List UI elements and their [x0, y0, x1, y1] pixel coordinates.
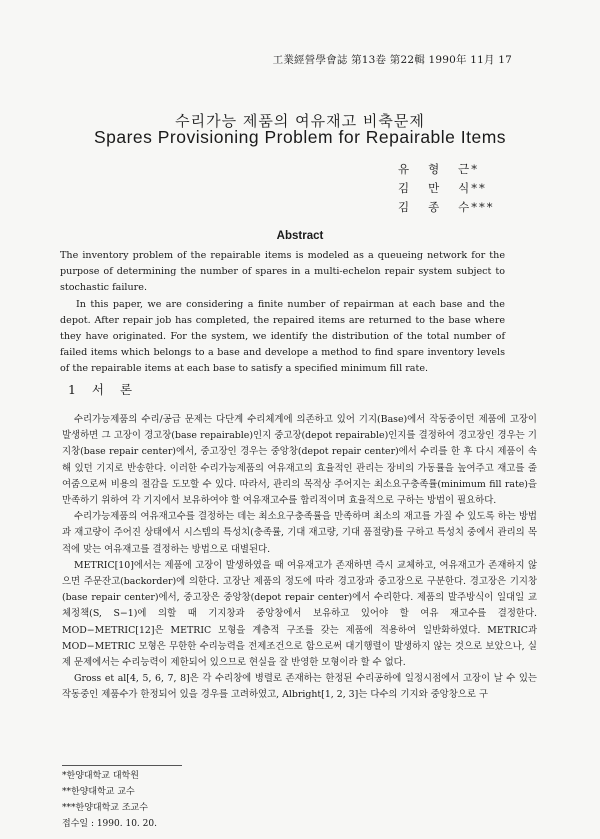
title-english: Spares Provisioning Problem for Repairable Items — [93, 127, 507, 147]
title-korean: 수리가능 제품의 여유재고 비축문제 — [175, 112, 425, 130]
footnote-1: *한양대학교 대학원 — [62, 771, 139, 781]
body-paragraph-3: METRIC[10]에서는 제품에 고장이 발생하였을 때 여유재고가 존재하면 즉시 교체하고, 여유재고가 존재하지 않으면 주문잔고(backorder)에 의한다. 고장난 제품의 정도에 따라 경고장과 중고장으로 구분한다. 경고장은 기지창(base repair center)에서, 중고장은 중앙창(depot repair center)에서 수리한다. 제품의 발주방식이 일대일 교체정책(S, S−1)에 의할 때 기지창과 중앙창에서 보유하고 있어야 할 여유 재고수를 결정한다. MOD−METRIC[12]은 METRIC 모형을 계층적 구조를 갖는 제품에 적용하여 일반화하였다. METRIC과 MOD−METRIC 모형은 무한한 수리능력을 전제조건으로 함으로써 대기행렬이 발생하지 않는 것으로 보았으나, 실제 문제에서는 수리능력이 제한되어 있으므로 현실을 잘 반영한 모형이라 할 수 없다. — [62, 559, 537, 669]
body-paragraph-2: 수리가능제품의 여유재고수를 결정하는 데는 최소요구충족률을 만족하며 최소의 재고를 가질 수 있도록 하는 방법과 재고량이 주어진 상태에서 시스템의 특성치(충족률, 기대 재고량, 기대 품절량)를 구하고 특성치 중에서 관리의 목적에 맞는 여유재고를 결정하는 방법으로 대별된다. — [62, 511, 537, 555]
footnote-rule — [62, 765, 182, 766]
author-1: 유 형 근* — [398, 162, 480, 176]
abstract-heading: Abstract — [276, 230, 324, 242]
footnote-2: **한양대학교 교수 — [62, 787, 135, 797]
body-paragraph-4: Gross et al[4, 5, 6, 7, 8]은 각 수리창에 병렬로 존재하는 한정된 수리공하에 일정시점에서 고장이 날 수 있는 작동중인 제품수가 한정되어 있을 경우를 고려하였고, Albright[1, 2, 3]는 다수의 기지와 중앙창으로 구 — [62, 673, 537, 701]
received-date: 접수일 : 1990. 10. 20. — [62, 819, 157, 829]
author-list — [398, 160, 528, 217]
abstract-paragraph-2: In this paper, we are considering a finite number of repairman at each base and the depot. After repair job has completed, the repaired items are returned to the base where they have originated. For the system, we identify the distribution of the total number of failed items which belongs to a base and develope a method to find spare inventory levels of the repairable items at each base to satisfy a specified minimum fill rate. — [60, 299, 505, 374]
body-paragraph-1: 수리가능제품의 수리/공급 문제는 다단계 수리체계에 의존하고 있어 기지(Base)에서 작동중이던 제품에 고장이 발생하면 그 고장이 경고장(base repairable)인지 중고장(depot repairable)인지를 결정하여 경고장인 경우는 기지창(base repair center)에서, 중고장인 경우는 중앙창(depot repair center)에서 수리를 한 후 다시 제품이 속해 있던 기지로 반송한다. 이러한 수리가능제품의 여유재고의 효율적인 관리는 장비의 가동률을 높여주고 재고를 줄여줌으로써 비용의 절감을 도모할 수 있다. 따라서, 관리의 목적상 주어지는 최소요구충족률(minimum fill rate)을 만족하기 위하여 각 기지에서 보유하여야 할 여유재고수를 합리적이며 효율적으로 구하는 방법이 필요하다. — [62, 414, 537, 507]
body-text — [62, 412, 537, 704]
footnotes — [62, 768, 262, 832]
footnote-3: ***한양대학교 조교수 — [62, 803, 148, 813]
author-3: 김 종 수*** — [398, 200, 495, 214]
abstract — [60, 248, 505, 378]
abstract-paragraph-1: The inventory problem of the repairable items is modeled as a queueing network for the purpose of determining the number of spares in a multi-echelon repair system subject to stochastic failure. — [60, 250, 505, 293]
running-head: 工業經營學會誌 第13卷 第22輯 1990年 11月 17 — [272, 54, 512, 66]
author-2: 김 만 식** — [398, 181, 487, 195]
section-heading: 1 서 론 — [68, 382, 139, 397]
